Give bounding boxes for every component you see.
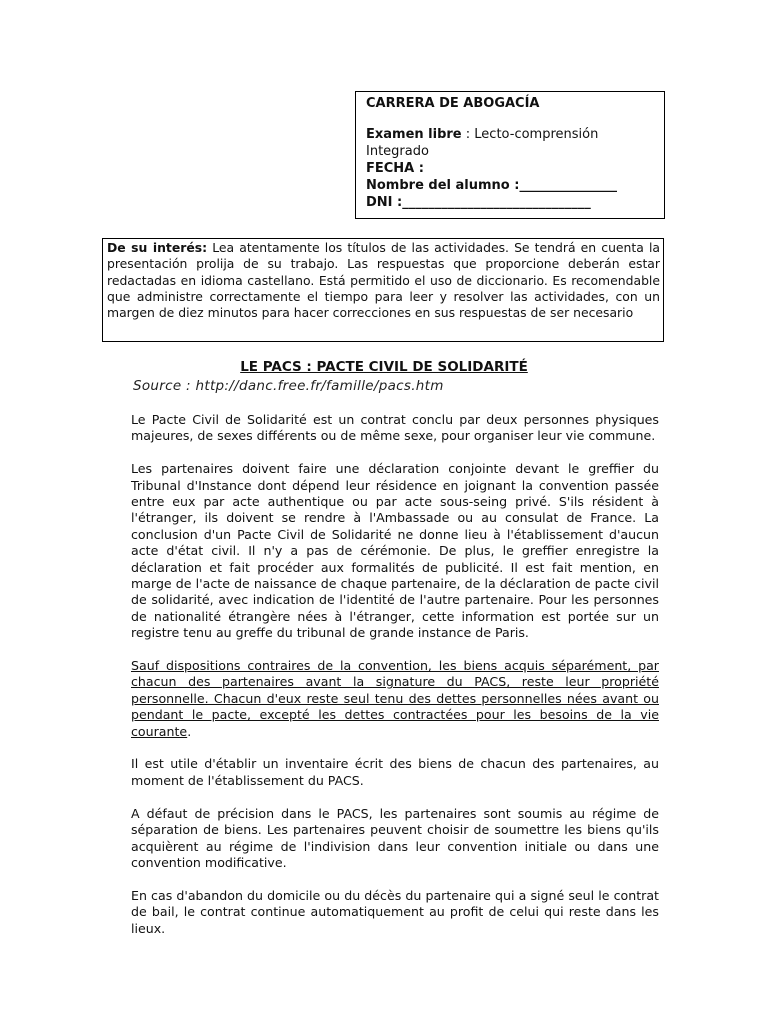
dni-label: DNI :_____________________________ <box>366 195 591 210</box>
exam-label: Examen libre <box>366 127 462 142</box>
paragraph-1: Le Pacte Civil de Solidarité est un contrat conclu par deux personnes physiques majeures, de sexes différents ou de même sexe, pour organiser leur vie commune. <box>131 412 659 444</box>
exam-value: Lecto-comprensión <box>474 127 599 142</box>
article-source: Source : http://danc.free.fr/famille/pacs.htm <box>133 378 444 394</box>
paragraph-3 <box>131 658 659 740</box>
article-body <box>131 412 659 953</box>
paragraph-3-end: . <box>187 723 192 739</box>
instructions-text: Lea atentamente los títulos de las actividades. Se tendrá en cuenta la presentación prolija de su trabajo. Las respuestas que proporcione deberán estar redactadas en idioma castellano. Está permitido el uso de diccionario. Es recomendable que administre correctamente el tiempo para leer y resolver las actividades, con un margen de diez minutos para hacer correcciones en sus respuestas de ser necesario <box>107 240 660 321</box>
paragraph-4: Il est utile d'établir un inventaire écrit des biens de chacun des partenaires, au moment de l'établissement du PACS. <box>131 756 659 788</box>
paragraph-6: En cas d'abandon du domicile ou du décès du partenaire qui a signé seul le contrat de bail, le contrat continue automatiquement au profit de celui qui reste dans les lieux. <box>131 887 659 936</box>
article-title <box>0 358 768 376</box>
article-title-text: LE PACS : PACTE CIVIL DE SOLIDARITÉ <box>240 359 528 375</box>
student-name-label: Nombre del alumno :_______________ <box>366 178 617 193</box>
exam-separator: : <box>461 127 475 142</box>
exam-line <box>366 126 656 143</box>
instructions-box <box>102 238 664 342</box>
spacer <box>366 112 656 126</box>
exam-value-cont: Integrado <box>366 144 429 159</box>
paragraph-2: Les partenaires doivent faire une déclaration conjointe devant le greffier du Tribunal d'Instance dont dépend leur résidence en joignant la convention passée entre eux par acte authentique ou par acte sous-seing privé. S'ils résident à l'étranger, ils doivent se rendre à l'Ambassade ou au consulat de France. La conclusion d'un Pacte Civil de Solidarité ne donne lieu à l'établissement d'aucun acte d'état civil. Il n'y a pas de cérémonie. De plus, le greffier enregistre la déclaration et fait procéder aux formalités de publicité. Il est fait mention, en marge de l'acte de naissance de chaque partenaire, de la déclaration de pacte civil de solidarité, avec indication de l'identité de l'autre partenaire. Pour les personnes de nationalité étrangère nées à l'étranger, cette information est portée sur un registre tenu au greffe du tribunal de grande instance de Paris. <box>131 461 659 641</box>
exam-header-box <box>355 91 665 219</box>
paragraph-3-underlined: Sauf dispositions contraires de la convention, les biens acquis séparément, par chacun des partenaires avant la signature du PACS, reste leur propriété personnelle. Chacun d'eux reste seul tenu des dettes personnelles nées avant ou pendant le pacte, excepté les dettes contractées pour les besoins de la vie courante <box>131 658 659 739</box>
date-label: FECHA : <box>366 161 424 176</box>
career-title: CARRERA DE ABOGACÍA <box>366 96 540 111</box>
instructions-label: De su interés: <box>107 240 208 255</box>
paragraph-5: A défaut de précision dans le PACS, les partenaires sont soumis au régime de séparation de biens. Les partenaires peuvent choisir de soumettre les biens qu'ils acquièrent au régime de l'indivision dans leur convention initiale ou dans une convention modificative. <box>131 805 659 870</box>
